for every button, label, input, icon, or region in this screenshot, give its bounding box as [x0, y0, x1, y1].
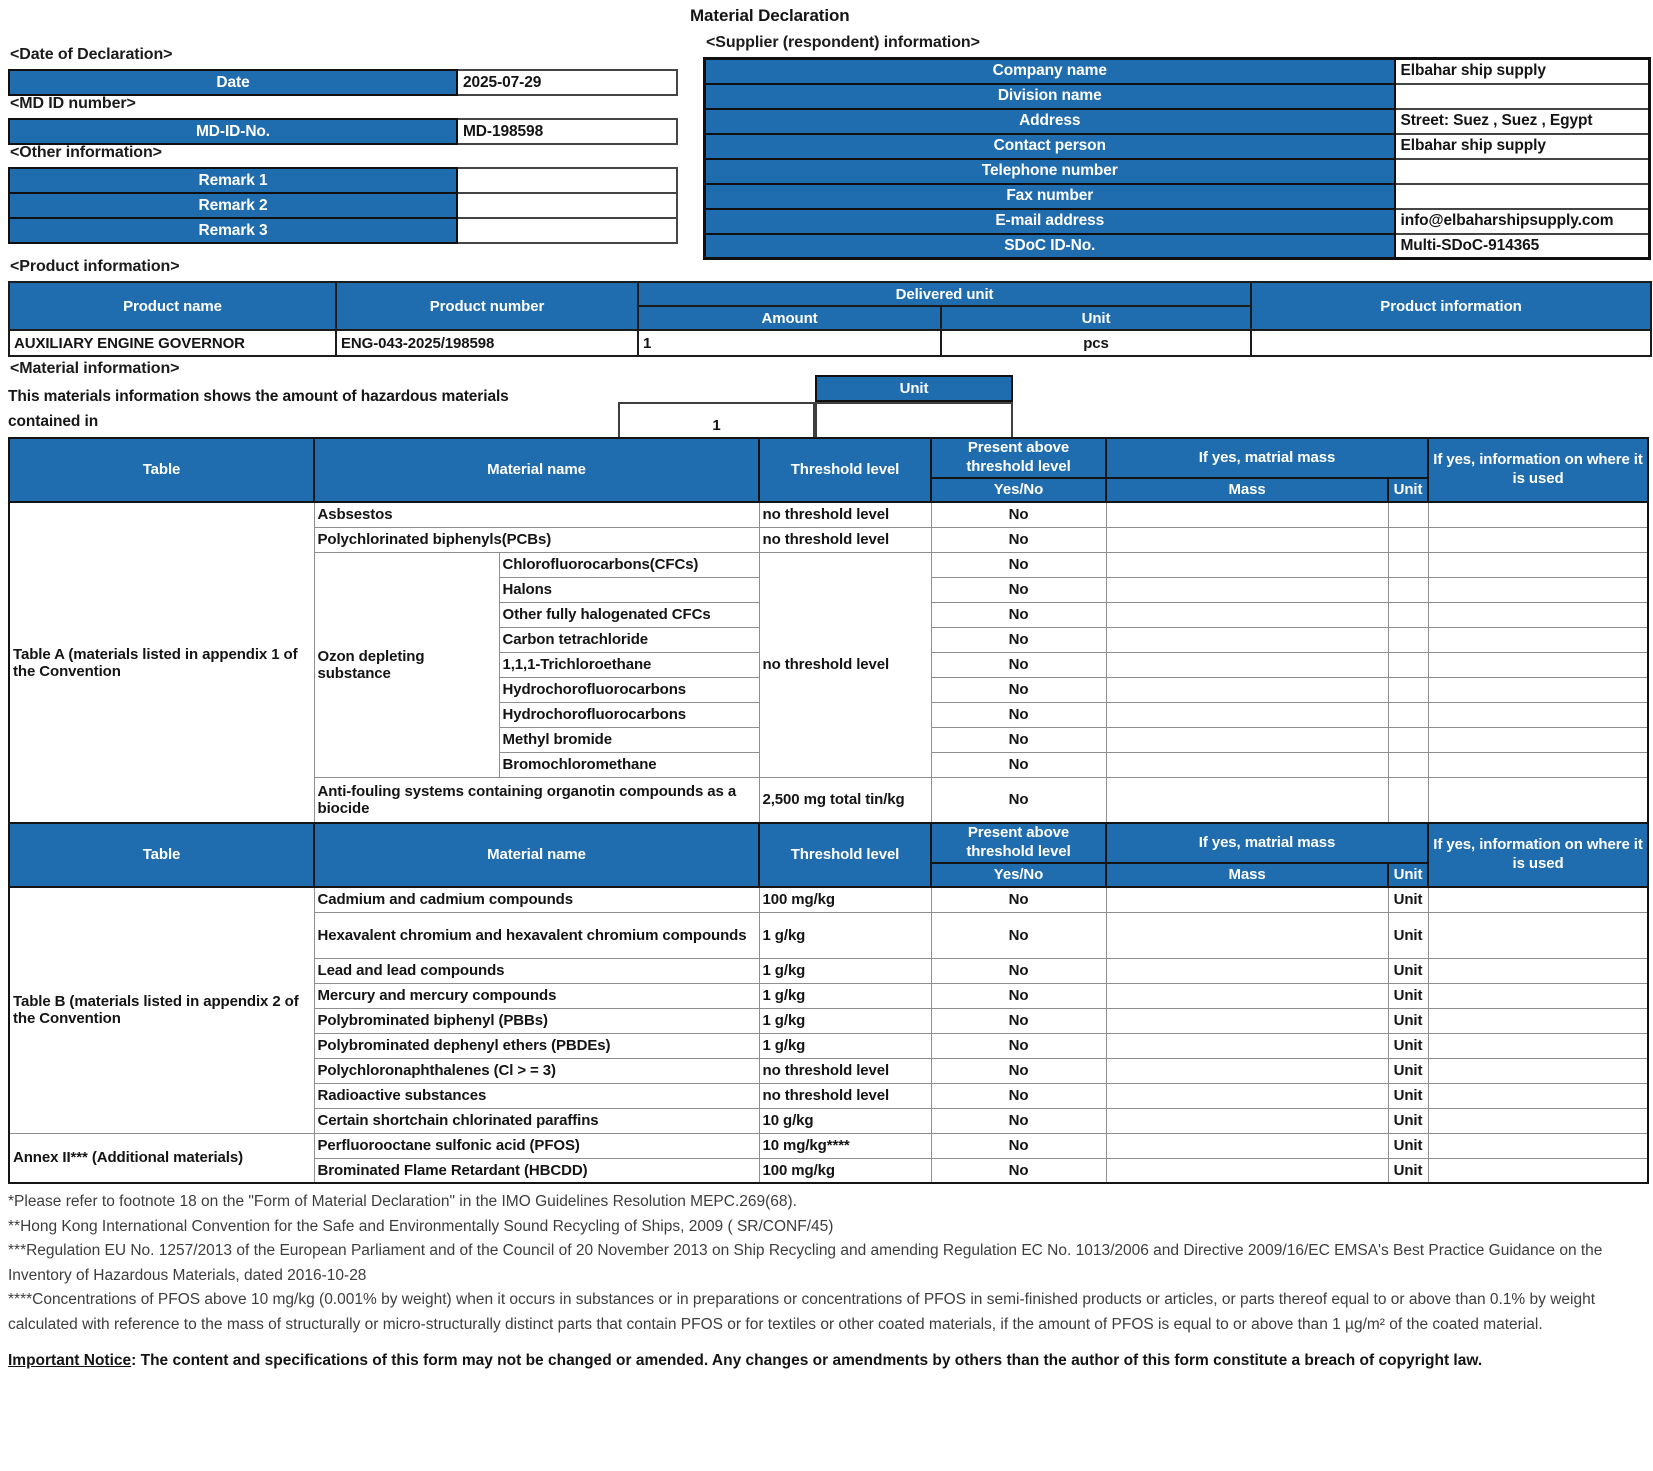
hazmat-header-row-1: [9, 823, 1648, 863]
supplier-table: [703, 57, 1651, 260]
remark-2-value: [457, 193, 677, 218]
material-description: This materials information shows the amount of hazardous materials contained in: [8, 388, 509, 430]
supplier-row: [705, 159, 1650, 184]
material-name-cell: Brominated Flame Retardant (HBCDD): [314, 1158, 759, 1183]
mass-cell: [1106, 1033, 1388, 1058]
usage-cell: [1428, 777, 1648, 823]
usage-cell: [1428, 1108, 1648, 1133]
supplier-row: [705, 109, 1650, 134]
supplier-section-label: <Supplier (respondent) information>: [706, 34, 980, 51]
unit-cell: [1388, 702, 1428, 727]
unit-cell: Unit: [1388, 1083, 1428, 1108]
threshold-cell: no threshold level: [759, 1083, 931, 1108]
date-label: Date: [9, 70, 457, 95]
unit-cell: [1388, 752, 1428, 777]
material-name-cell: Bromochloromethane: [499, 752, 759, 777]
product-name-header: Product name: [9, 282, 336, 330]
unit-cell: Unit: [1388, 958, 1428, 983]
threshold-header: Threshold level: [759, 438, 931, 502]
supplier-row: [705, 59, 1650, 84]
threshold-cell: 2,500 mg total tin/kg: [759, 777, 931, 823]
mass-cell: [1106, 1083, 1388, 1108]
material-name-header: Material name: [314, 438, 759, 502]
present-cell: No: [931, 777, 1106, 823]
unit-cell: Unit: [1388, 1033, 1428, 1058]
present-cell: No: [931, 527, 1106, 552]
mass-cell: [1106, 502, 1388, 527]
unit-cell: Unit: [1388, 1158, 1428, 1183]
annex-label: Annex II*** (Additional materials): [9, 1133, 314, 1183]
hazmat-table: [8, 437, 1649, 1184]
usage-cell: [1428, 912, 1648, 958]
usage-cell: [1428, 502, 1648, 527]
remark-1-value: [457, 168, 677, 193]
if-yes-mass-header: If yes, matrial mass: [1106, 823, 1428, 863]
supplier-row: [705, 184, 1650, 209]
present-cell: No: [931, 912, 1106, 958]
mass-cell: [1106, 727, 1388, 752]
material-name-cell: Hydrochorofluorocarbons: [499, 702, 759, 727]
yes-no-header: Yes/No: [931, 478, 1106, 502]
unit-cell: [1388, 577, 1428, 602]
material-name-cell: Methyl bromide: [499, 727, 759, 752]
usage-cell: [1428, 652, 1648, 677]
product-info-value: [1251, 330, 1651, 356]
product-table: [8, 281, 1652, 357]
material-amount-box: 1: [618, 402, 815, 448]
present-cell: No: [931, 577, 1106, 602]
material-name-cell: Polybrominated dephenyl ethers (PBDEs): [314, 1033, 759, 1058]
table-row: [9, 887, 1648, 912]
product-data-row: [9, 330, 1651, 356]
supplier-row: [705, 84, 1650, 109]
table-column-header: Table: [9, 823, 314, 887]
amount-header: Amount: [638, 306, 941, 330]
unit-header: Unit: [941, 306, 1251, 330]
mass-header: Mass: [1106, 478, 1388, 502]
usage-cell: [1428, 577, 1648, 602]
present-cell: No: [931, 702, 1106, 727]
mass-cell: [1106, 527, 1388, 552]
email-label: E-mail address: [705, 209, 1395, 234]
hazmat-header-row-1: [9, 438, 1648, 478]
contact-person-value: Elbahar ship supply: [1395, 134, 1650, 159]
date-row: [9, 70, 677, 95]
material-name-cell: Cadmium and cadmium compounds: [314, 887, 759, 912]
present-cell: No: [931, 1108, 1106, 1133]
usage-cell: [1428, 752, 1648, 777]
material-name-cell: 1,1,1-Trichloroethane: [499, 652, 759, 677]
product-section-label: <Product information>: [10, 258, 180, 275]
present-cell: No: [931, 1158, 1106, 1183]
present-header: Present above threshold level: [931, 438, 1106, 478]
table-row: [9, 502, 1648, 527]
remarks-table: [8, 167, 678, 244]
unit-cell: [1388, 602, 1428, 627]
usage-cell: [1428, 1008, 1648, 1033]
present-cell: No: [931, 627, 1106, 652]
division-name-value: [1395, 84, 1650, 109]
date-value: 2025-07-29: [457, 70, 677, 95]
table-a-label: Table A (materials listed in appendix 1 of the Convention: [9, 502, 314, 823]
footnote-1: *Please refer to footnote 18 on the "Form of Material Declaration" in the IMO Guidelines Resolution MEPC.269(68).: [8, 1193, 797, 1210]
threshold-cell: no threshold level: [759, 552, 931, 777]
usage-cell: [1428, 1158, 1648, 1183]
present-cell: No: [931, 1133, 1106, 1158]
supplier-row: [705, 234, 1650, 259]
present-cell: No: [931, 652, 1106, 677]
unit-cell: Unit: [1388, 1008, 1428, 1033]
fax-label: Fax number: [705, 184, 1395, 209]
remark-row: [9, 168, 677, 193]
usage-cell: [1428, 552, 1648, 577]
remark-row: [9, 193, 677, 218]
remark-2-label: Remark 2: [9, 193, 457, 218]
material-name-cell: Polychloronaphthalenes (Cl > = 3): [314, 1058, 759, 1083]
mass-cell: [1106, 1058, 1388, 1083]
material-name-cell: Asbsestos: [314, 502, 759, 527]
mass-header: Mass: [1106, 863, 1388, 887]
product-name-value: AUXILIARY ENGINE GOVERNOR: [9, 330, 336, 356]
usage-cell: [1428, 887, 1648, 912]
material-name-cell: Halons: [499, 577, 759, 602]
mass-cell: [1106, 777, 1388, 823]
usage-cell: [1428, 702, 1648, 727]
present-cell: No: [931, 958, 1106, 983]
mass-cell: [1106, 1008, 1388, 1033]
product-header-row-1: [9, 282, 1651, 306]
delivered-unit-header: Delivered unit: [638, 282, 1251, 306]
threshold-cell: no threshold level: [759, 502, 931, 527]
remark-row: [9, 218, 677, 243]
present-cell: No: [931, 727, 1106, 752]
mass-cell: [1106, 702, 1388, 727]
contact-person-label: Contact person: [705, 134, 1395, 159]
important-notice: [8, 1348, 1650, 1373]
table-row: [9, 1133, 1648, 1158]
usage-cell: [1428, 1083, 1648, 1108]
date-of-declaration-section-label: <Date of Declaration>: [10, 46, 173, 63]
material-name-cell: Certain shortchain chlorinated paraffins: [314, 1108, 759, 1133]
threshold-cell: no threshold level: [759, 527, 931, 552]
remark-1-label: Remark 1: [9, 168, 457, 193]
threshold-cell: 1 g/kg: [759, 983, 931, 1008]
unit-value: pcs: [941, 330, 1251, 356]
unit-cell: [1388, 652, 1428, 677]
footnotes: [8, 1190, 1650, 1337]
unit-cell: [1388, 627, 1428, 652]
usage-cell: [1428, 1033, 1648, 1058]
material-name-cell: Perfluorooctane sulfonic acid (PFOS): [314, 1133, 759, 1158]
material-name-cell: Hydrochorofluorocarbons: [499, 677, 759, 702]
mass-cell: [1106, 1133, 1388, 1158]
yes-no-header: Yes/No: [931, 863, 1106, 887]
unit-cell: Unit: [1388, 983, 1428, 1008]
present-cell: No: [931, 677, 1106, 702]
mass-cell: [1106, 677, 1388, 702]
unit-cell: [1388, 502, 1428, 527]
material-name-cell: Lead and lead compounds: [314, 958, 759, 983]
material-name-cell: Radioactive substances: [314, 1083, 759, 1108]
telephone-value: [1395, 159, 1650, 184]
footnote-4: ****Concentrations of PFOS above 10 mg/kg (0.001% by weight) when it occurs in substances or in preparations or concentrations of PFOS in semi-finished products or articles, or parts thereof equal to or above than 0.1% by weight calculated with reference to the mass of structurally or micro-structurally distinct parts that contain PFOS or for textiles or other coated materials, if the amount of PFOS is equal to or above than 1 µg/m² of the coated material.: [8, 1291, 1595, 1333]
sdoc-id-value: Multi-SDoC-914365: [1395, 234, 1650, 259]
important-notice-label: Important Notice: [8, 1352, 132, 1369]
present-header: Present above threshold level: [931, 823, 1106, 863]
present-cell: No: [931, 983, 1106, 1008]
company-name-label: Company name: [705, 59, 1395, 84]
sdoc-id-label: SDoC ID-No.: [705, 234, 1395, 259]
unit-col-header: Unit: [1388, 478, 1428, 502]
usage-cell: [1428, 677, 1648, 702]
md-id-section-label: <MD ID number>: [10, 95, 136, 112]
present-cell: No: [931, 552, 1106, 577]
unit-col-header: Unit: [1388, 863, 1428, 887]
page-title: Material Declaration: [690, 6, 850, 25]
company-name-value: Elbahar ship supply: [1395, 59, 1650, 84]
material-name-cell: Hexavalent chromium and hexavalent chromium compounds: [314, 912, 759, 958]
usage-cell: [1428, 958, 1648, 983]
footnote-3: ***Regulation EU No. 1257/2013 of the European Parliament and of the Council of 20 November 2013 on Ship Recycling and amending Regulation EC No. 1013/2006 and Directive 2009/16/EC EMSA's Best Practice Guidance on the Inventory of Hazardous Materials, dated 2016-10-28: [8, 1242, 1603, 1284]
usage-cell: [1428, 602, 1648, 627]
fax-value: [1395, 184, 1650, 209]
material-name-cell: Other fully halogenated CFCs: [499, 602, 759, 627]
remark-3-label: Remark 3: [9, 218, 457, 243]
mass-cell: [1106, 752, 1388, 777]
unit-cell: Unit: [1388, 1108, 1428, 1133]
material-section-label: <Material information>: [10, 360, 180, 377]
email-value: info@elbaharshipsupply.com: [1395, 209, 1650, 234]
mass-cell: [1106, 627, 1388, 652]
unit-cell: [1388, 677, 1428, 702]
material-name-cell: Polybrominated biphenyl (PBBs): [314, 1008, 759, 1033]
present-cell: No: [931, 1008, 1106, 1033]
remark-3-value: [457, 218, 677, 243]
present-cell: No: [931, 502, 1106, 527]
mass-cell: [1106, 1158, 1388, 1183]
unit-cell: [1388, 777, 1428, 823]
if-yes-mass-header: If yes, matrial mass: [1106, 438, 1428, 478]
unit-cell: [1388, 552, 1428, 577]
table-b-label: Table B (materials listed in appendix 2 of the Convention: [9, 887, 314, 1133]
division-name-label: Division name: [705, 84, 1395, 109]
product-number-value: ENG-043-2025/198598: [336, 330, 638, 356]
supplier-row: [705, 134, 1650, 159]
usage-cell: [1428, 983, 1648, 1008]
threshold-cell: 1 g/kg: [759, 1033, 931, 1058]
material-name-cell: Mercury and mercury compounds: [314, 983, 759, 1008]
md-id-row: [9, 119, 677, 144]
usage-cell: [1428, 527, 1648, 552]
product-info-header: Product information: [1251, 282, 1651, 330]
present-cell: No: [931, 1058, 1106, 1083]
threshold-cell: 100 mg/kg: [759, 1158, 931, 1183]
threshold-header: Threshold level: [759, 823, 931, 887]
unit-cell: Unit: [1388, 887, 1428, 912]
unit-cell: Unit: [1388, 912, 1428, 958]
present-cell: No: [931, 1033, 1106, 1058]
mass-cell: [1106, 912, 1388, 958]
threshold-cell: 1 g/kg: [759, 912, 931, 958]
usage-cell: [1428, 1133, 1648, 1158]
threshold-cell: 1 g/kg: [759, 1008, 931, 1033]
mass-cell: [1106, 958, 1388, 983]
unit-cell: Unit: [1388, 1058, 1428, 1083]
mass-cell: [1106, 552, 1388, 577]
material-unit-header: Unit: [815, 375, 1013, 402]
unit-cell: Unit: [1388, 1133, 1428, 1158]
table-column-header: Table: [9, 438, 314, 502]
present-cell: No: [931, 602, 1106, 627]
if-yes-info-header: If yes, information on where it is used: [1428, 438, 1648, 502]
threshold-cell: no threshold level: [759, 1058, 931, 1083]
usage-cell: [1428, 1058, 1648, 1083]
usage-cell: [1428, 627, 1648, 652]
threshold-cell: 1 g/kg: [759, 958, 931, 983]
threshold-cell: 10 g/kg: [759, 1108, 931, 1133]
mass-cell: [1106, 602, 1388, 627]
telephone-label: Telephone number: [705, 159, 1395, 184]
ozone-group-label: Ozon depleting substance: [314, 552, 499, 777]
md-id-table: [8, 118, 678, 145]
if-yes-info-header: If yes, information on where it is used: [1428, 823, 1648, 887]
usage-cell: [1428, 727, 1648, 752]
threshold-cell: 10 mg/kg****: [759, 1133, 931, 1158]
product-number-header: Product number: [336, 282, 638, 330]
address-label: Address: [705, 109, 1395, 134]
supplier-row: [705, 209, 1650, 234]
material-name-cell: Carbon tetrachloride: [499, 627, 759, 652]
mass-cell: [1106, 577, 1388, 602]
unit-cell: [1388, 527, 1428, 552]
mass-cell: [1106, 1108, 1388, 1133]
material-name-header: Material name: [314, 823, 759, 887]
present-cell: No: [931, 752, 1106, 777]
footnote-2: **Hong Kong International Convention for the Safe and Environmentally Sound Recycling of Ships, 2009 ( SR/CONF/45): [8, 1217, 834, 1235]
other-info-section-label: <Other information>: [10, 144, 162, 161]
amount-value: 1: [638, 330, 941, 356]
date-table: [8, 69, 678, 96]
md-id-value: MD-198598: [457, 119, 677, 144]
material-name-cell: Chlorofluorocarbons(CFCs): [499, 552, 759, 577]
present-cell: No: [931, 887, 1106, 912]
unit-cell: [1388, 727, 1428, 752]
important-notice-text: : The content and specifications of this form may not be changed or amended. Any changes or amendments by others than the author of this form constitute a breach of copyright law.: [131, 1352, 1483, 1369]
address-value: Street: Suez , Suez , Egypt: [1395, 109, 1650, 134]
mass-cell: [1106, 887, 1388, 912]
mass-cell: [1106, 652, 1388, 677]
md-id-label: MD-ID-No.: [9, 119, 457, 144]
material-name-cell: Anti-fouling systems containing organotin compounds as a biocide: [314, 777, 759, 823]
present-cell: No: [931, 1083, 1106, 1108]
mass-cell: [1106, 983, 1388, 1008]
material-name-cell: Polychlorinated biphenyls(PCBs): [314, 527, 759, 552]
threshold-cell: 100 mg/kg: [759, 887, 931, 912]
